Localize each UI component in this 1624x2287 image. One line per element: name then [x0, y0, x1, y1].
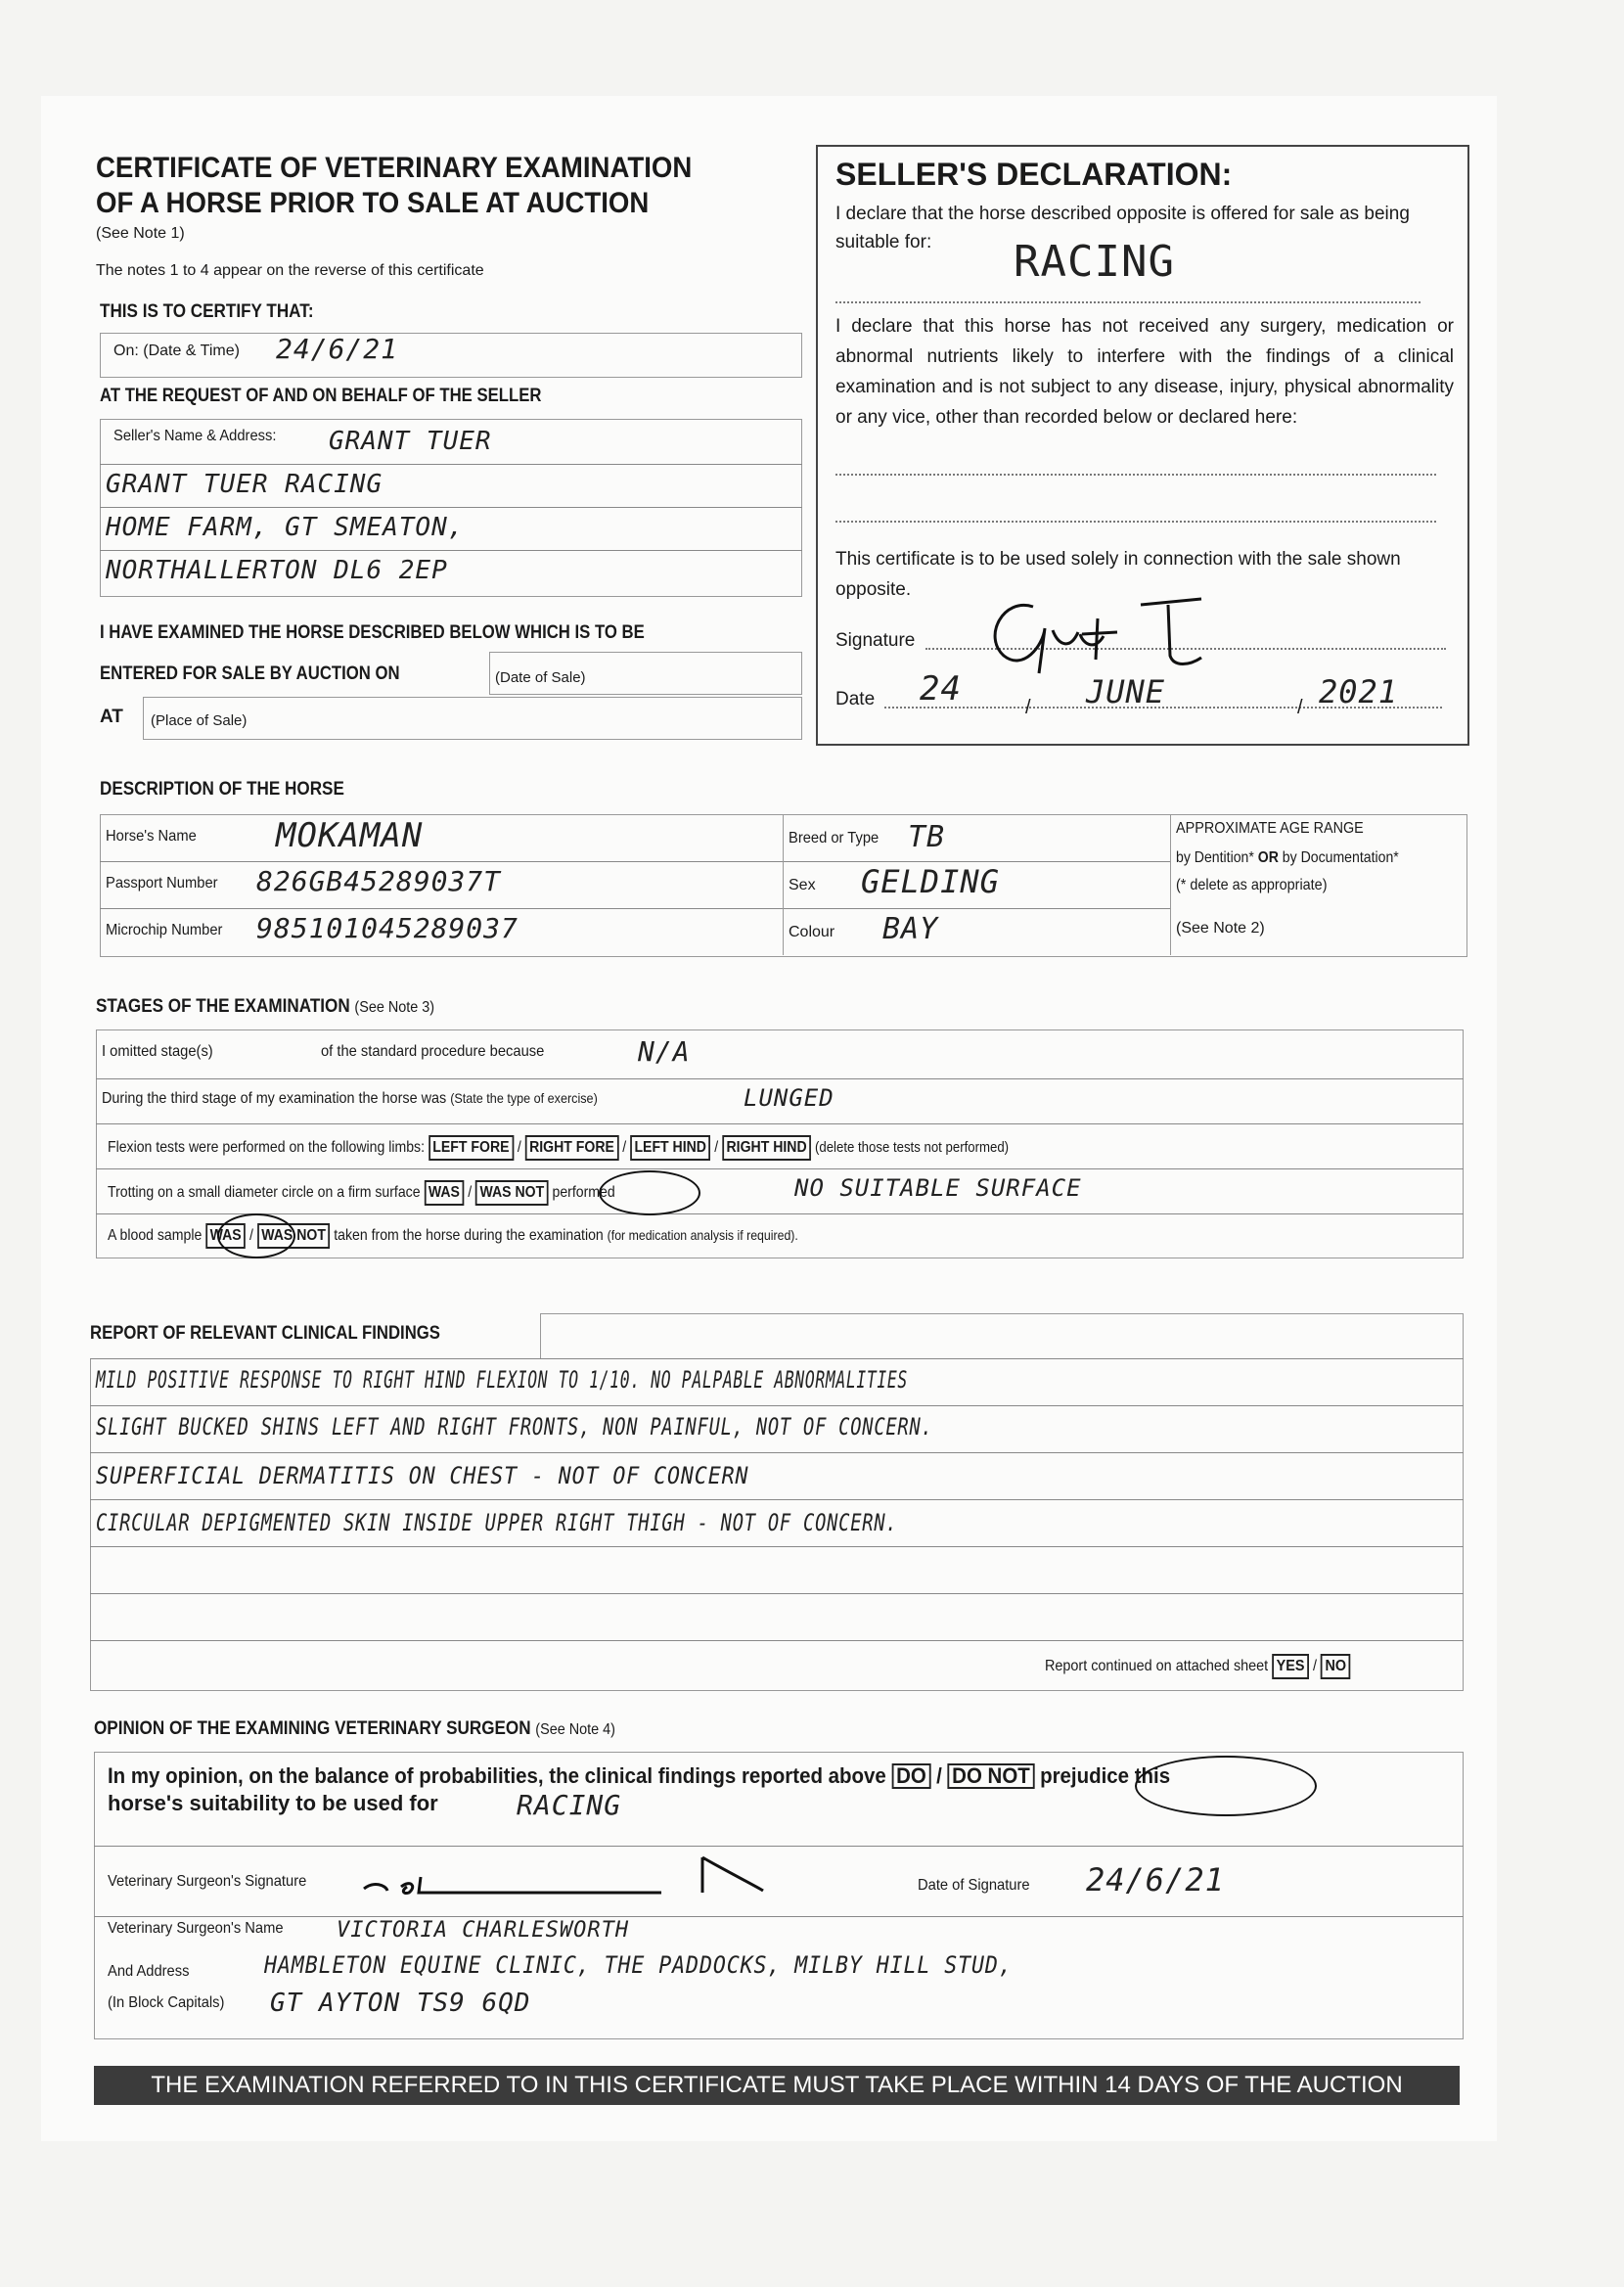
trotting-was-not-circle: [599, 1170, 700, 1215]
omitted-mid: of the standard procedure because: [321, 1043, 545, 1060]
blood-label: A blood sample: [108, 1227, 203, 1244]
flexion-row: Flexion tests were performed on the following limbs: LEFT FORE / RIGHT FORE / LEFT HIND / RIGHT HIND (delete those tests not performed): [108, 1135, 1009, 1161]
vet-signature[interactable]: [358, 1848, 769, 1906]
flexion-left-fore[interactable]: LEFT FORE: [429, 1135, 514, 1161]
block-capitals-label: (In Block Capitals): [108, 1994, 225, 2011]
vet-signature-label: Veterinary Surgeon's Signature: [108, 1873, 307, 1890]
age-options: [1176, 849, 1399, 867]
third-stage-hint: (State the type of exercise): [450, 1090, 598, 1106]
stages-heading-row: [96, 996, 434, 1018]
vet-address-line-2[interactable]: GT AYTON TS9 6QD: [270, 1989, 531, 2018]
declaration-date-month[interactable]: JUNE: [1086, 673, 1166, 710]
flexion-left-hind[interactable]: LEFT HIND: [630, 1135, 710, 1161]
report-line-3[interactable]: SUPERFICIAL DERMATITIS ON CHEST - NOT OF CONCERN: [96, 1462, 749, 1489]
trotting-after: performed: [552, 1184, 615, 1201]
age-documentation[interactable]: by Documentation*: [1282, 849, 1399, 866]
at-label: AT: [100, 707, 123, 727]
title-line-1: CERTIFICATE OF VETERINARY EXAMINATION: [96, 152, 693, 184]
vet-name-value[interactable]: VICTORIA CHARLESWORTH: [337, 1918, 630, 1943]
opinion-use-value[interactable]: RACING: [517, 1789, 622, 1821]
see-note-1: (See Note 1): [96, 225, 185, 242]
colour-value[interactable]: BAY: [882, 912, 939, 946]
date-separator-1: /: [1025, 697, 1031, 718]
age-delete-note: (* delete as appropriate): [1176, 877, 1328, 893]
sex-value[interactable]: GELDING: [861, 863, 1000, 900]
date-of-signature-label: Date of Signature: [918, 1877, 1030, 1894]
title-line-2: OF A HORSE PRIOR TO SALE AT AUCTION: [96, 187, 650, 219]
microchip-value[interactable]: 985101045289037: [256, 912, 519, 944]
vet-address-label: And Address: [108, 1963, 190, 1980]
seller-line-4[interactable]: NORTHALLERTON DL6 2EP: [106, 556, 448, 585]
blood-row: A blood sample WAS / WAS NOT taken from the horse during the examination (for medication analysis if required).: [108, 1223, 798, 1249]
footer-banner: THE EXAMINATION REFERRED TO IN THIS CERTIFICATE MUST TAKE PLACE WITHIN 14 DAYS OF THE AUCTION: [94, 2066, 1460, 2105]
age-see-note: (See Note 2): [1176, 920, 1265, 937]
opinion-heading-row: [94, 1718, 615, 1740]
opinion-do-not[interactable]: DO NOT: [948, 1763, 1035, 1789]
trotting-row: Trotting on a small diameter circle on a firm surface WAS / WAS NOT performed: [108, 1180, 615, 1206]
trotting-value[interactable]: NO SUITABLE SURFACE: [794, 1174, 1082, 1202]
third-stage-row: [102, 1090, 598, 1108]
breed-label: Breed or Type: [789, 830, 880, 846]
age-dentition[interactable]: by Dentition*: [1176, 849, 1254, 866]
opinion-text-row: In my opinion, on the balance of probabilities, the clinical findings reported above DO / DO NOT prejudice this: [108, 1763, 1171, 1788]
horse-name-value[interactable]: MOKAMAN: [276, 816, 424, 855]
age-or: OR: [1257, 849, 1279, 866]
seller-line-1[interactable]: GRANT TUER: [329, 427, 492, 456]
trotting-was-not[interactable]: WAS NOT: [475, 1180, 549, 1206]
blood-was-circle: [217, 1213, 295, 1258]
stages-heading: STAGES OF THE EXAMINATION: [96, 996, 350, 1017]
report-continued-row: Report continued on attached sheet YES / NO: [1045, 1654, 1351, 1679]
blood-after: taken from the horse during the examination: [334, 1227, 604, 1244]
blood-hint: (for medication analysis if required).: [607, 1227, 798, 1243]
report-continued-label: Report continued on attached sheet: [1045, 1658, 1269, 1674]
omitted-label: I omitted stage(s): [102, 1043, 213, 1060]
on-date-label: On: (Date & Time): [113, 343, 240, 359]
vet-address-line-1[interactable]: HAMBLETON EQUINE CLINIC, THE PADDOCKS, MILBY HILL STUD,: [264, 1951, 1013, 1979]
declaration-date-day[interactable]: 24: [920, 669, 962, 709]
omitted-value[interactable]: N/A: [638, 1035, 691, 1068]
vet-name-label: Veterinary Surgeon's Name: [108, 1920, 284, 1937]
entered-text: ENTERED FOR SALE BY AUCTION ON: [100, 663, 400, 684]
opinion-do-not-circle: [1135, 1756, 1317, 1816]
trotting-label: Trotting on a small diameter circle on a firm surface: [108, 1184, 421, 1201]
request-heading: AT THE REQUEST OF AND ON BEHALF OF THE SELLER: [100, 386, 542, 406]
sex-label: Sex: [789, 877, 816, 893]
notes-text: The notes 1 to 4 appear on the reverse of this certificate: [96, 262, 484, 279]
certify-heading: THIS IS TO CERTIFY THAT:: [100, 301, 314, 322]
opinion-text-3: horse's suitability to be used for: [108, 1791, 438, 1815]
flexion-hint: (delete those tests not performed): [814, 1139, 1010, 1156]
microchip-label: Microchip Number: [106, 922, 223, 938]
date-of-signature-value[interactable]: 24/6/21: [1086, 1861, 1225, 1898]
seller-line-3[interactable]: HOME FARM, GT SMEATON,: [106, 513, 465, 542]
report-line-4[interactable]: CIRCULAR DEPIGMENTED SKIN INSIDE UPPER RIGHT THIGH - NOT OF CONCERN.: [96, 1509, 898, 1536]
flexion-right-hind[interactable]: RIGHT HIND: [722, 1135, 811, 1161]
opinion-text-2: prejudice this: [1040, 1763, 1171, 1788]
report-heading: REPORT OF RELEVANT CLINICAL FINDINGS: [90, 1323, 440, 1344]
age-title: APPROXIMATE AGE RANGE: [1176, 820, 1364, 837]
declaration-signature-label: Signature: [835, 630, 916, 651]
blood-was[interactable]: WAS: [205, 1223, 246, 1249]
breed-value[interactable]: TB: [908, 820, 946, 854]
opinion-text-1: In my opinion, on the balance of probabilities, the clinical findings reported above: [108, 1763, 886, 1788]
passport-label: Passport Number: [106, 875, 218, 892]
declaration-text-3: This certificate is to be used solely in connection with the sale shown opposite.: [835, 549, 1401, 600]
declaration-heading: SELLER'S DECLARATION:: [835, 157, 1233, 192]
report-no[interactable]: NO: [1321, 1654, 1351, 1679]
passport-value[interactable]: 826GB45289037T: [256, 865, 502, 897]
opinion-do[interactable]: DO: [891, 1763, 930, 1789]
horse-name-label: Horse's Name: [106, 828, 197, 845]
seller-signature[interactable]: [974, 577, 1209, 685]
report-line-2[interactable]: SLIGHT BUCKED SHINS LEFT AND RIGHT FRONTS, NON PAINFUL, NOT OF CONCERN.: [96, 1413, 933, 1441]
examined-text: I HAVE EXAMINED THE HORSE DESCRIBED BELOW WHICH IS TO BE: [100, 622, 645, 643]
opinion-note: (See Note 4): [535, 1721, 615, 1738]
place-of-sale-label: (Place of Sale): [151, 712, 248, 729]
declaration-text-2: I declare that this horse has not received any surgery, medication or abnormal nutrients likely to interfere with the findings of a clinical examination and is not subject to any disease, injury, physical abnormality or any vice, other than recorded below or declared here:: [835, 316, 1454, 428]
on-date-value[interactable]: 24/6/21: [276, 333, 399, 365]
date-of-sale-label: (Date of Sale): [495, 669, 586, 686]
flexion-label: Flexion tests were performed on the following limbs:: [108, 1139, 425, 1156]
date-separator-2: /: [1297, 697, 1303, 718]
report-line-1[interactable]: MILD POSITIVE RESPONSE TO RIGHT HIND FLEXION TO 1/10. NO PALPABLE ABNORMALITIES: [96, 1366, 908, 1394]
declaration-date-year[interactable]: 2021: [1319, 673, 1399, 710]
description-heading: DESCRIPTION OF THE HORSE: [100, 779, 344, 800]
flexion-right-fore[interactable]: RIGHT FORE: [525, 1135, 619, 1161]
third-stage-label: During the third stage of my examination the horse was: [102, 1090, 447, 1107]
colour-label: Colour: [789, 924, 835, 940]
seller-label: Seller's Name & Address:: [113, 428, 277, 444]
stages-note: (See Note 3): [354, 999, 435, 1016]
declaration-text-1: I declare that the horse described opposite is offered for sale as being suitable for:: [835, 204, 1410, 252]
opinion-heading: OPINION OF THE EXAMINING VETERINARY SURGEON: [94, 1718, 531, 1739]
declaration-date-label: Date: [835, 689, 876, 709]
trotting-was[interactable]: WAS: [424, 1180, 464, 1206]
blood-was-not[interactable]: WAS NOT: [257, 1223, 331, 1249]
third-stage-value[interactable]: LUNGED: [744, 1084, 835, 1112]
seller-line-2[interactable]: GRANT TUER RACING: [106, 470, 383, 499]
report-yes[interactable]: YES: [1272, 1654, 1309, 1679]
suitable-for-value[interactable]: RACING: [1014, 237, 1175, 287]
